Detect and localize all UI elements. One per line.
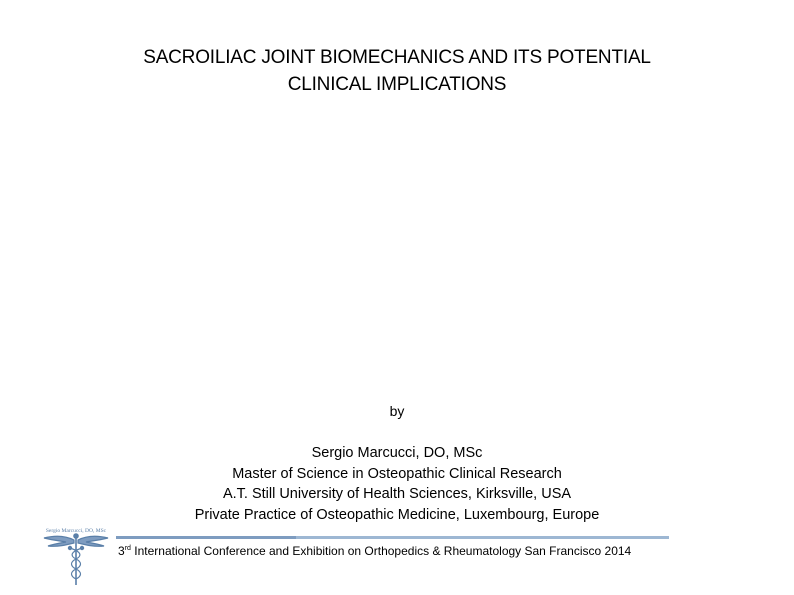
by-label: by [389, 403, 405, 419]
logo-text: Sergio Marcucci, DO, MSc [45, 528, 107, 534]
author-name: Sergio Marcucci, DO, MSc [311, 445, 483, 461]
footer-divider-accent [116, 536, 296, 539]
footer-ordinal-number: 3 [118, 544, 125, 558]
caduceus-logo [36, 524, 116, 588]
footer-ordinal-suffix: rd [124, 545, 131, 552]
author-university: A.T. Still University of Health Sciences, Kirksville, USA [222, 486, 572, 502]
conference-footer [118, 544, 631, 558]
author-practice: Private Practice of Osteopathic Medicine, Luxembourg, Europe [194, 506, 600, 523]
page-title [0, 44, 794, 98]
caduceus-icon [36, 524, 116, 588]
footer-conference-text: International Conference and Exhibition on Orthopedics & Rheumatology San Francisco 2014 [130, 544, 632, 558]
title-line-1: SACROILIAC JOINT BIOMECHANICS AND ITS POTENTIAL [143, 47, 651, 68]
author-degree: Master of Science in Osteopathic Clinical Research [232, 465, 562, 482]
title-line-2: CLINICAL IMPLICATIONS [287, 74, 507, 95]
footer-divider [116, 536, 669, 539]
author-block [0, 443, 794, 525]
